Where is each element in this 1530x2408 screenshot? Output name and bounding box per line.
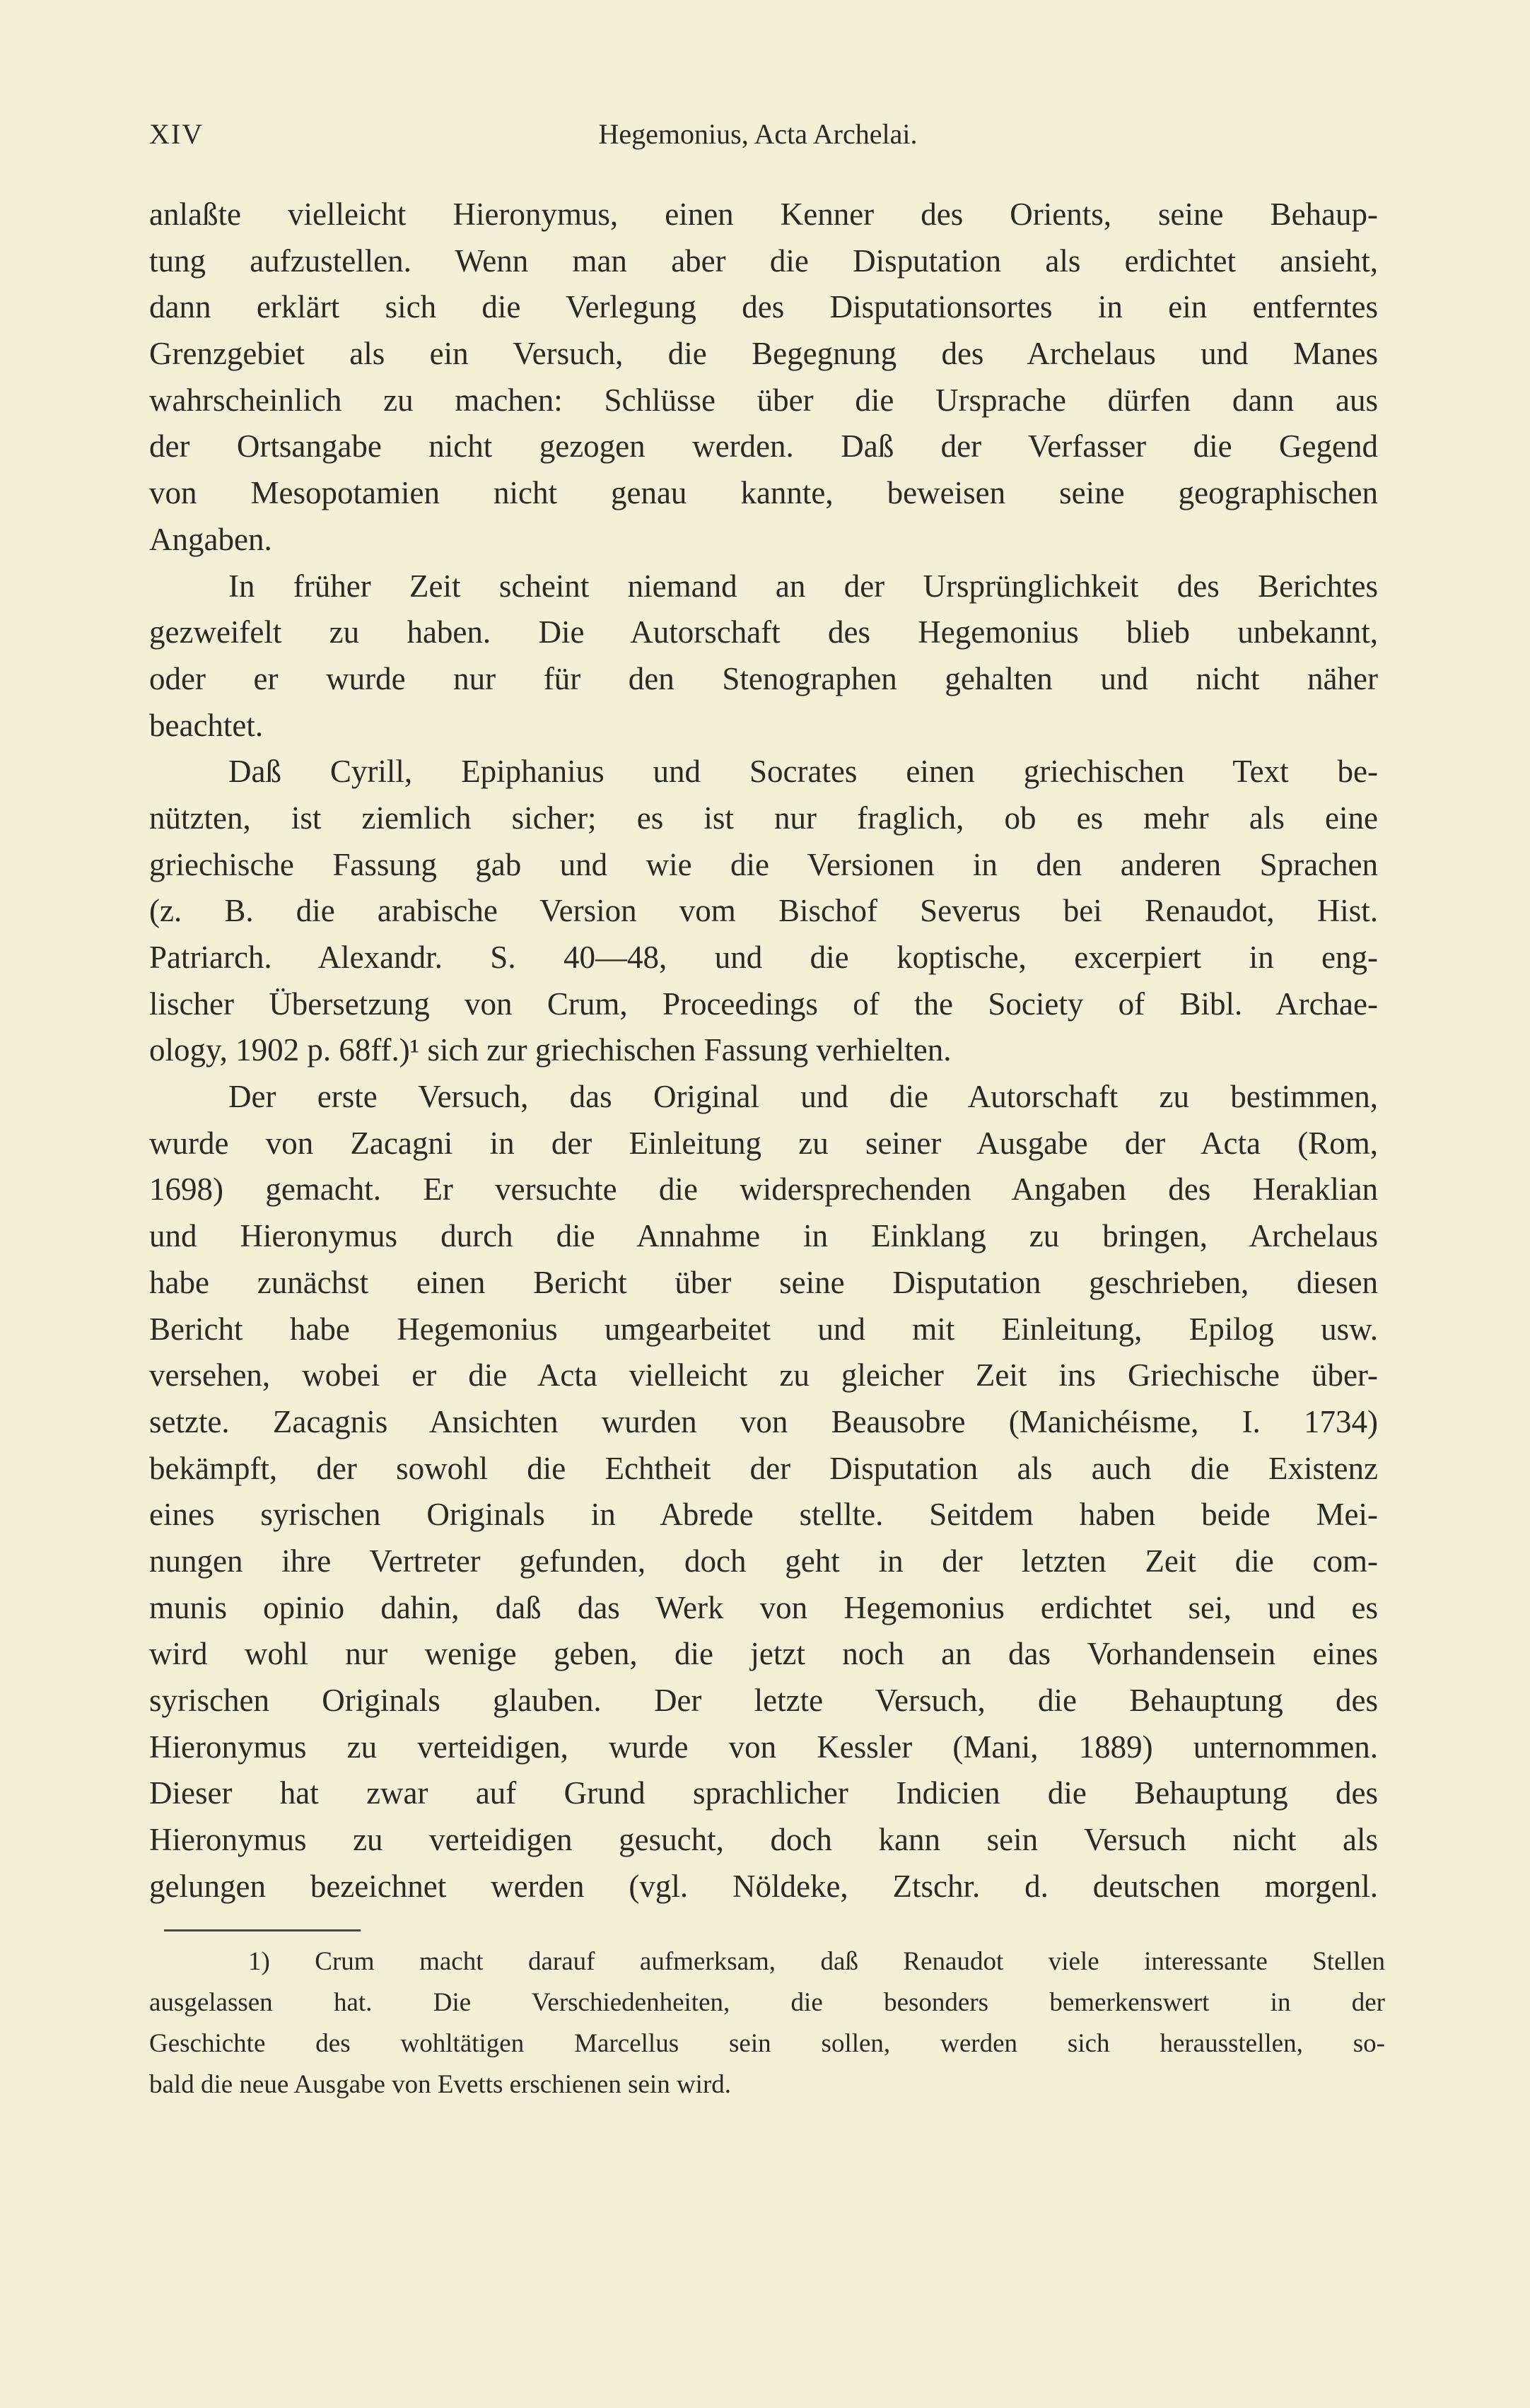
text-line: wird wohl nur wenige geben, die jetzt noch an das Vorhandensein eines: [149, 1636, 1378, 1672]
text-line: munis opinio dahin, daß das Werk von Hegemonius erdichtet sei, und es: [149, 1589, 1378, 1625]
text-line: nützten, ist ziemlich sicher; es ist nur fraglich, ob es mehr als eine: [149, 800, 1378, 836]
text-line: Daß Cyrill, Epiphanius und Socrates einen griechischen Text be-: [228, 754, 1378, 790]
text-line: Angaben.: [149, 521, 272, 557]
text-line: habe zunächst einen Bericht über seine Disputation geschrieben, diesen: [149, 1264, 1378, 1300]
text-line: bekämpft, der sowohl die Echtheit der Disputation als auch die Existenz: [149, 1450, 1378, 1486]
text-line: Patriarch. Alexandr. S. 40—48, und die koptische, excerpiert in eng-: [149, 940, 1378, 975]
footnote-divider: [164, 1929, 361, 1931]
text-line: dann erklärt sich die Verlegung des Disputationsortes in ein entferntes: [149, 289, 1378, 325]
text-line: Grenzgebiet als ein Versuch, die Begegnung des Archelaus und Manes: [149, 336, 1378, 372]
text-line: 1698) gemacht. Er versuchte die widersprechenden Angaben des Heraklian: [149, 1171, 1378, 1208]
text-line: Der erste Versuch, das Original und die Autorschaft zu bestimmen,: [228, 1079, 1378, 1115]
paragraph: [149, 1074, 1378, 1910]
text-line: beachtet.: [149, 707, 264, 743]
main-text: [149, 192, 1378, 1910]
text-line: (z. B. die arabische Version vom Bischof Severus bei Renaudot, Hist.: [149, 893, 1378, 929]
paragraph: [149, 192, 1378, 563]
text-line: versehen, wobei er die Acta vielleicht zu gleicher Zeit ins Griechische über-: [149, 1357, 1378, 1393]
text-line: gelungen bezeichnet werden (vgl. Nöldeke, Ztschr. d. deutschen morgenl.: [149, 1868, 1378, 1904]
text-line: griechische Fassung gab und wie die Versionen in den anderen Sprachen: [149, 846, 1378, 882]
text-line: syrischen Originals glauben. Der letzte Versuch, die Behauptung des: [149, 1683, 1378, 1718]
text-line: In früher Zeit scheint niemand an der Ursprünglichkeit des Berichtes: [228, 568, 1378, 604]
text-line: eines syrischen Originals in Abrede stellte. Seitdem haben beide Mei-: [149, 1497, 1378, 1533]
footnotes: [149, 1941, 1385, 2105]
paragraph: [149, 563, 1378, 749]
text-line: von Mesopotamien nicht genau kannte, beweisen seine geographischen: [149, 475, 1378, 511]
text-line: Dieser hat zwar auf Grund sprachlicher Indicien die Behauptung des: [149, 1775, 1378, 1811]
text-line: der Ortsangabe nicht gezogen werden. Daß der Verfasser die Gegend: [149, 428, 1378, 464]
text-line: wurde von Zacagni in der Einleitung zu seiner Ausgabe der Acta (Rom,: [149, 1125, 1378, 1161]
footnote-line: 1) Crum macht darauf aufmerksam, daß Renaudot viele interessante Stellen: [248, 1947, 1385, 1976]
text-line: tung aufzustellen. Wenn man aber die Disputation als erdichtet ansieht,: [149, 242, 1378, 279]
text-line: gezweifelt zu haben. Die Autorschaft des Hegemonius blieb unbekannt,: [149, 614, 1378, 650]
page-number: XIV: [149, 118, 204, 150]
paragraph: [149, 749, 1378, 1074]
text-line: Bericht habe Hegemonius umgearbeitet und mit Einleitung, Epilog usw.: [149, 1311, 1378, 1347]
text-line: lischer Übersetzung von Crum, Proceedings of the Society of Bibl. Archae-: [149, 986, 1378, 1022]
text-line: und Hieronymus durch die Annahme in Einklang zu bringen, Archelaus: [149, 1218, 1378, 1254]
running-title: Hegemonius, Acta Archelai.: [598, 118, 918, 150]
text-line: Hieronymus zu verteidigen gesucht, doch kann sein Versuch nicht als: [149, 1822, 1378, 1858]
footnote-line: Geschichte des wohltätigen Marcellus sein sollen, werden sich herausstellen, so-: [149, 2029, 1385, 2058]
text-line: ology, 1902 p. 68ff.)¹ sich zur griechischen Fassung verhielten.: [149, 1032, 952, 1068]
text-line: nungen ihre Vertreter gefunden, doch geht in der letzten Zeit die com-: [149, 1543, 1378, 1579]
footnote-line: ausgelassen hat. Die Verschiedenheiten, die besonders bemerkenswert in der: [149, 1988, 1385, 2017]
footnote-line: bald die neue Ausgabe von Evetts erschienen sein wird.: [149, 2070, 732, 2099]
text-line: anlaßte vielleicht Hieronymus, einen Kenner des Orients, seine Behaup-: [149, 197, 1378, 232]
text-line: setzte. Zacagnis Ansichten wurden von Beausobre (Manichéisme, I. 1734): [149, 1403, 1378, 1439]
text-line: wahrscheinlich zu machen: Schlüsse über die Ursprache dürfen dann aus: [149, 382, 1378, 418]
text-line: oder er wurde nur für den Stenographen gehalten und nicht näher: [149, 660, 1378, 696]
text-line: Hieronymus zu verteidigen, wurde von Kessler (Mani, 1889) unternommen.: [149, 1729, 1378, 1765]
